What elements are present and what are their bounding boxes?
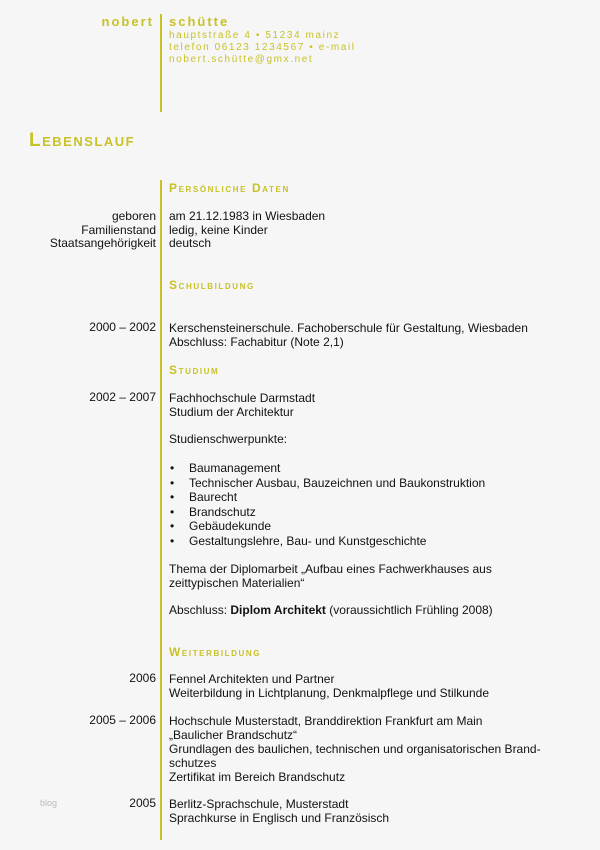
bullet-icon: • [170, 519, 175, 533]
training-line: Grundlagen des baulichen, technischen und organisatorischen Brand- [169, 742, 541, 756]
list-item: Brandschutz [189, 504, 256, 519]
list-item: Technischer Ausbau, Bauzeichnen und Baukonstruktion [189, 475, 486, 490]
personal-label-status: Familienstand [81, 222, 156, 237]
personal-label-born: geboren [111, 209, 156, 223]
study-line: Studium der Architektur [169, 405, 294, 419]
bullet-icon: • [170, 533, 175, 548]
personal-value-born: am 21.12.1983 in Wiesbaden [169, 209, 326, 223]
training-line: Weiterbildung in Lichtplanung, Denkmalpflege und Stilkunde [169, 686, 489, 700]
contact-phone: telefon 06123 1234567 • e-mail [169, 42, 356, 53]
training-line: „Baulicher Brandschutz“ [169, 728, 298, 742]
bullet-icon: • [170, 475, 175, 490]
list-item: Gestaltungslehre, Bau- und Kunstgeschichte [189, 533, 427, 548]
personal-label-nationality: Staatsangehörigkeit [49, 236, 156, 250]
degree-suffix: (voraussichtlich Frühling 2008) [325, 603, 493, 617]
bullet-icon: • [170, 461, 175, 475]
training-date: 2006 [129, 671, 156, 685]
section-heading-training: Weiterbildung [169, 645, 262, 659]
personal-value-status: ledig, keine Kinder [169, 222, 268, 237]
degree-line [169, 603, 493, 617]
last-name: schütte [169, 14, 230, 29]
training-line: Sprachkurse in Englisch und Französisch [169, 811, 390, 825]
list-item: Baurecht [189, 490, 238, 504]
study-focus-label: Studienschwerpunkte: [169, 432, 288, 446]
training-line: Berlitz-Sprachschule, Musterstadt [169, 797, 349, 811]
list-item: Gebäudekunde [189, 519, 272, 533]
section-heading-school: Schulbildung [169, 278, 255, 292]
section-heading-personal: Persönliche Daten [169, 181, 290, 195]
study-date: 2002 – 2007 [89, 390, 156, 404]
page-title: Lebenslauf [29, 130, 136, 151]
header-accent-line [160, 14, 162, 112]
training-line: Fennel Architekten und Partner [169, 672, 335, 686]
training-date: 2005 [129, 796, 156, 810]
school-line: Kerschensteinerschule. Fachoberschule für Gestaltung, Wiesbaden [169, 321, 528, 335]
thesis-line: Thema der Diplomarbeit „Aufbau eines Fachwerkhauses aus [169, 562, 492, 576]
contact-email: nobert.schütte@gmx.net [169, 54, 314, 65]
school-line: Abschluss: Fachabitur (Note 2,1) [169, 335, 344, 349]
watermark-text: blog [40, 798, 58, 808]
section-heading-study: Studium [169, 363, 220, 377]
personal-value-nationality: deutsch [169, 236, 212, 250]
school-date: 2000 – 2002 [89, 320, 156, 334]
list-item: Baumanagement [189, 461, 281, 475]
contact-address: hauptstraße 4 • 51234 mainz [169, 30, 341, 41]
degree-title: Diplom Architekt [230, 603, 326, 617]
study-line: Fachhochschule Darmstadt [169, 391, 316, 405]
thesis-line: zeittypischen Materialien“ [169, 576, 305, 590]
training-line: schutzes [169, 756, 217, 770]
training-line: Zertifikat im Bereich Brandschutz [169, 770, 346, 784]
bullet-icon: • [170, 504, 175, 519]
degree-prefix: Abschluss: [169, 603, 231, 617]
training-line: Hochschule Musterstadt, Branddirektion Frankfurt am Main [169, 714, 483, 728]
bullet-icon: • [170, 490, 175, 504]
first-name: nobert [101, 14, 154, 29]
training-date: 2005 – 2006 [89, 713, 156, 727]
content-accent-line [160, 180, 162, 840]
